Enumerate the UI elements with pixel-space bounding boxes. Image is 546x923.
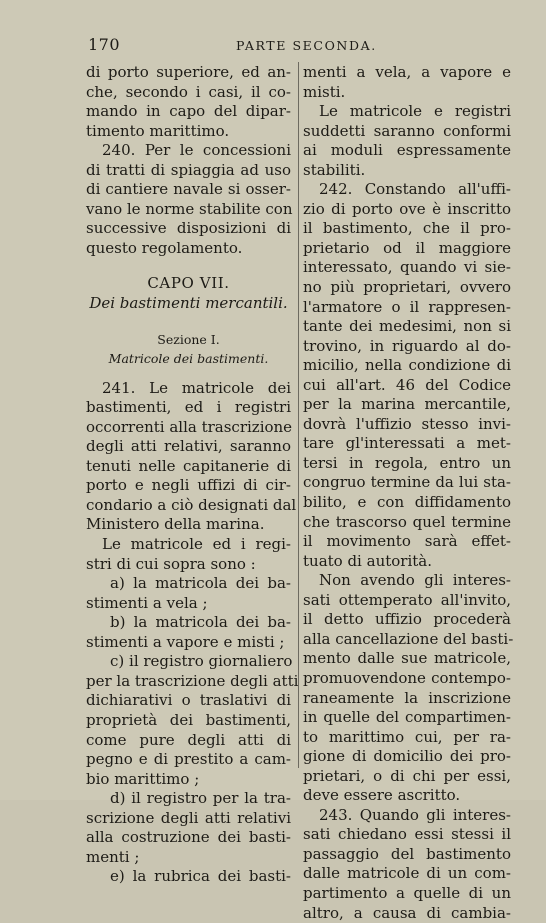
left-column-line: b) la matricola dei ba-: [110, 613, 291, 632]
right-column-line: deve essere ascritto.: [303, 786, 461, 805]
left-column-line: a) la matricola dei ba-: [110, 574, 291, 593]
right-column-line: alla cancellazione del basti-: [303, 629, 514, 648]
right-column-line: to marittimo cui, per ra-: [303, 727, 511, 746]
left-column-line: successive disposizioni di: [86, 219, 291, 238]
left-column-line: Ministero della marina.: [86, 515, 265, 534]
right-column-line: tante dei medesimi, non si: [303, 317, 511, 336]
left-column-line: timento marittimo.: [86, 121, 230, 140]
right-column-line: l'armatore o il rappresen-: [303, 297, 511, 316]
right-column-line: gione di domicilio dei pro-: [303, 747, 511, 766]
right-column-line: stabiliti.: [303, 160, 366, 179]
left-column-spacer: [86, 314, 291, 330]
right-column-line: partimento a quelle di un: [303, 883, 511, 902]
column-divider: [298, 62, 299, 768]
left-column-line: di tratti di spiaggia ad uso: [86, 160, 291, 179]
left-column-line: Le matricole ed i regi-: [102, 535, 291, 554]
running-head: PARTE SECONDA.: [236, 38, 377, 53]
right-column-line: zio di porto ove è inscritto: [303, 199, 511, 218]
right-column-line: che trascorso quel termine: [303, 512, 511, 531]
left-column-line: e) la rubrica dei basti-: [110, 867, 291, 886]
right-column-line: promuovendone contempo-: [303, 668, 511, 687]
left-column-line: pegno e di prestito a cam-: [86, 750, 291, 769]
left-column-line: di porto superiore, ed an-: [86, 63, 291, 81]
left-column-line: bio marittimo ;: [86, 769, 200, 788]
right-column-line: Le matricole e registri: [319, 102, 511, 121]
left-column-spacer: [86, 258, 291, 274]
left-column-line: d) il registro per la tra-: [110, 789, 291, 808]
left-column-line: Dei bastimenti mercantili.: [89, 294, 288, 313]
page-number: 170: [88, 35, 121, 54]
left-column-line: Sezione I.: [157, 331, 220, 347]
right-column-line: sati chiedano essi stessi il: [303, 825, 511, 844]
right-column-line: no più proprietari, ovvero: [303, 278, 511, 297]
right-column-line: menti a vela, a vapore e: [303, 63, 511, 81]
left-column-line: proprietà dei bastimenti,: [86, 710, 291, 729]
right-column-line: misti.: [303, 82, 346, 101]
right-column-line: tare gl'interessati a met-: [303, 434, 511, 453]
right-column-line: trovino, in riguardo al do-: [303, 336, 511, 355]
left-column-line: stimenti a vapore e misti ;: [86, 632, 285, 651]
left-column-line: CAPO VII.: [147, 274, 230, 293]
right-column-line: 242. Constando all'uffi-: [319, 180, 511, 199]
right-column-line: micilio, nella condizione di: [303, 356, 511, 375]
right-column-line: passaggio del bastimento: [303, 844, 511, 863]
left-column-line: mando in capo del dipar-: [86, 102, 291, 121]
left-column-line: per la trascrizione degli atti: [86, 671, 299, 690]
left-column-line: degli atti relativi, saranno: [86, 437, 291, 456]
right-column-line: dalle matricole di un com-: [303, 864, 511, 883]
right-column-line: il detto uffizio procederà: [303, 610, 511, 629]
right-column-line: congruo termine da lui sta-: [303, 473, 511, 492]
left-column-line: 240. Per le concessioni: [102, 141, 291, 160]
left-column-line: tenuti nelle capitanerie di: [86, 456, 291, 475]
left-column-line: stri di cui sopra sono :: [86, 554, 256, 573]
right-column-line: sati ottemperato all'invito,: [303, 590, 511, 609]
right-column-line: tuato di autorità.: [303, 551, 432, 570]
right-column-line: 243. Quando gli interes-: [319, 805, 511, 824]
left-column-spacer: [86, 369, 291, 379]
left-column-line: menti ;: [86, 847, 140, 866]
left-column-line: che, secondo i casi, il co-: [86, 82, 291, 101]
right-column-line: raneamente la inscrizione: [303, 688, 511, 707]
left-column-line: 241. Le matricole dei: [102, 378, 291, 397]
left-column-line: Matricole dei bastimenti.: [108, 351, 269, 367]
left-column-line: stimenti a vela ;: [86, 593, 208, 612]
right-column-line: dovrà l'uffizio stesso invi-: [303, 414, 511, 433]
left-column-line: occorrenti alla trascrizione: [86, 417, 293, 436]
left-column-line: condario a ciò designati dal: [86, 495, 297, 514]
left-column-line: dichiarativi o traslativi di: [86, 691, 291, 710]
left-column-line: come pure degli atti di: [86, 730, 291, 749]
right-column-line: ai moduli espressamente: [303, 141, 511, 160]
right-column-line: in quelle del compartimen-: [303, 708, 511, 727]
right-column-line: il bastimento, che il pro-: [303, 219, 511, 238]
right-column-line: altro, a causa di cambia-: [303, 903, 511, 922]
right-column-line: interessato, quando vi sie-: [303, 258, 511, 277]
left-column-line: vano le norme stabilite con: [86, 199, 293, 218]
right-text-column: [303, 63, 514, 923]
right-column-line: per la marina mercantile,: [303, 395, 511, 414]
left-column-line: di cantiere navale si osser-: [86, 180, 291, 199]
right-column-line: prietario od il maggiore: [303, 238, 511, 257]
left-column-line: questo regolamento.: [86, 238, 243, 257]
right-column-line: Non avendo gli interes-: [319, 571, 511, 590]
right-column-line: bilito, e con diffidamento: [303, 493, 511, 512]
right-column-line: mento dalle sue matricole,: [303, 649, 511, 668]
right-column-line: suddetti saranno conformi: [303, 121, 511, 140]
left-text-column: [86, 63, 299, 887]
left-column-line: scrizione degli atti relativi: [86, 808, 291, 827]
left-column-line: alla costruzione dei basti-: [86, 828, 291, 847]
left-column-line: porto e negli uffizi di cir-: [86, 476, 291, 495]
right-column-line: tersi in regola, entro un: [303, 453, 511, 472]
left-column-line: c) il registro giornaliero: [110, 652, 293, 671]
left-column-line: bastimenti, ed i registri: [86, 398, 291, 417]
right-column-line: prietari, o di chi per essi,: [303, 766, 511, 785]
right-column-line: il movimento sarà effet-: [303, 532, 511, 551]
right-column-line: cui all'art. 46 del Codice: [303, 375, 511, 394]
